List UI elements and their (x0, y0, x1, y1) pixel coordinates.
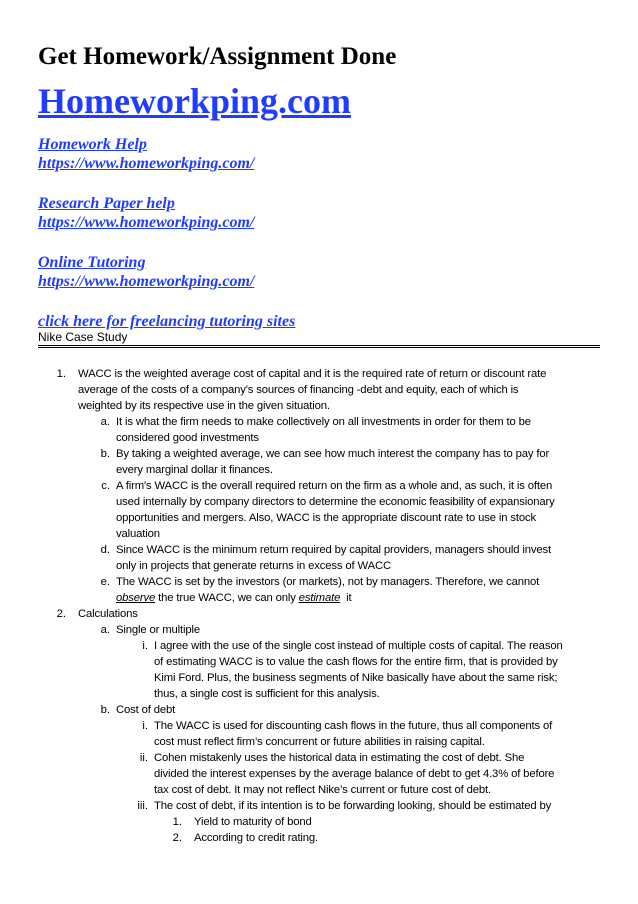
list-item-text: The WACC is set by the investors (or markets), not by managers. Therefore, we cannot (116, 576, 540, 588)
title-divider (38, 345, 600, 348)
list-item-text: Yield to maturity of bond (194, 816, 312, 828)
emphasis-observe: observe (116, 592, 156, 604)
list-marker: 1. (172, 816, 182, 828)
homework-help-link[interactable]: Homework Help (38, 136, 147, 153)
list-item-text: Since WACC is the minimum return required by capital providers, managers should invest (116, 544, 551, 556)
doc-title: Nike Case Study (38, 330, 128, 344)
list-item-text: By taking a weighted average, we can see how much interest the company has to pay for (116, 448, 550, 460)
list-item-text: used internally by company directors to determine the economic feasibility of expansionary (116, 496, 555, 508)
list-item-text: divided the interest expenses by the average balance of debt to get 4.3% of before (154, 768, 555, 780)
list-marker: d. (100, 544, 110, 556)
list-marker: 2. (172, 832, 182, 844)
list-item-text: opportunities and mergers. Also, WACC is the appropriate discount rate to use in stock (116, 512, 536, 524)
list-marker: c. (101, 480, 110, 492)
list-marker: a. (100, 624, 110, 636)
homework-help-url[interactable]: https://www.homeworkping.com/ (38, 155, 255, 172)
list-item-text (116, 590, 352, 606)
list-item-text: Cost of debt (116, 704, 176, 716)
site-link[interactable]: Homeworkping.com (38, 81, 351, 121)
list-item-text: The cost of debt, if its intention is to be forwarding looking, should be estimated by (154, 800, 552, 812)
list-item-text: thus, a single cost is sufficient for this analysis. (154, 688, 380, 700)
inline-text: the true WACC, we can only (155, 592, 299, 604)
list-marker: i. (142, 640, 148, 652)
list-item-text: The WACC is used for discounting cash flows in the future, thus all components of (154, 720, 553, 732)
list-number: 2. (56, 608, 66, 620)
list-item-text: cost must reflect firm’s concurrent or future abilities in raising capital. (154, 736, 485, 748)
list-item-text: of estimating WACC is to value the cash flows for the entire firm, that is provided by (154, 656, 558, 668)
list-item-text: valuation (116, 528, 160, 540)
freelancing-link[interactable]: click here for freelancing tutoring sites (38, 313, 296, 330)
online-tutoring-url[interactable]: https://www.homeworkping.com/ (38, 273, 255, 290)
list-item-text: weighted by its respective use in the given situation. (78, 400, 330, 412)
list-item-text: Cohen mistakenly uses the historical data in estimating the cost of debt. She (154, 752, 525, 764)
list-marker: a. (100, 416, 110, 428)
list-item-text: WACC is the weighted average cost of capital and it is the required rate of return or discount rate (78, 368, 547, 380)
list-marker: i. (142, 720, 148, 732)
inline-text: it (340, 592, 352, 604)
list-item-text: Calculations (78, 608, 138, 620)
list-item-text: I agree with the use of the single cost instead of multiple costs of capital. The reason (154, 640, 563, 652)
list-item-text: only in projects that generate returns in excess of WACC (116, 560, 391, 572)
list-marker: e. (100, 576, 110, 588)
list-marker: b. (100, 448, 110, 460)
list-item-text: average of the costs of a company's sources of financing -debt and equity, each of which is (78, 384, 519, 396)
list-item-text: It is what the firm needs to make collectively on all investments in order for them to be (116, 416, 531, 428)
list-item-text: tax cost of debt. It may not reflect Nike’s current or future cost of debt. (154, 784, 492, 796)
page-title: Get Homework/Assignment Done (38, 43, 397, 70)
list-marker: b. (100, 704, 110, 716)
online-tutoring-link[interactable]: Online Tutoring (38, 254, 146, 271)
research-paper-url[interactable]: https://www.homeworkping.com/ (38, 214, 255, 231)
research-paper-link[interactable]: Research Paper help (38, 195, 175, 212)
list-item-text: every marginal dollar it finances. (116, 464, 273, 476)
list-marker: iii. (137, 800, 148, 812)
list-item-text: Single or multiple (116, 624, 200, 636)
list-number: 1. (56, 368, 66, 380)
emphasis-estimate: estimate (298, 592, 341, 604)
list-item-text: According to credit rating. (194, 832, 319, 844)
list-item-text: A firm's WACC is the overall required return on the firm as a whole and, as such, it is often (116, 480, 553, 492)
list-item-text: considered good investments (116, 432, 259, 444)
list-marker: ii. (139, 752, 148, 764)
list-item-text: Kimi Ford. Plus, the business segments of Nike basically have about the same risk; (154, 672, 558, 684)
